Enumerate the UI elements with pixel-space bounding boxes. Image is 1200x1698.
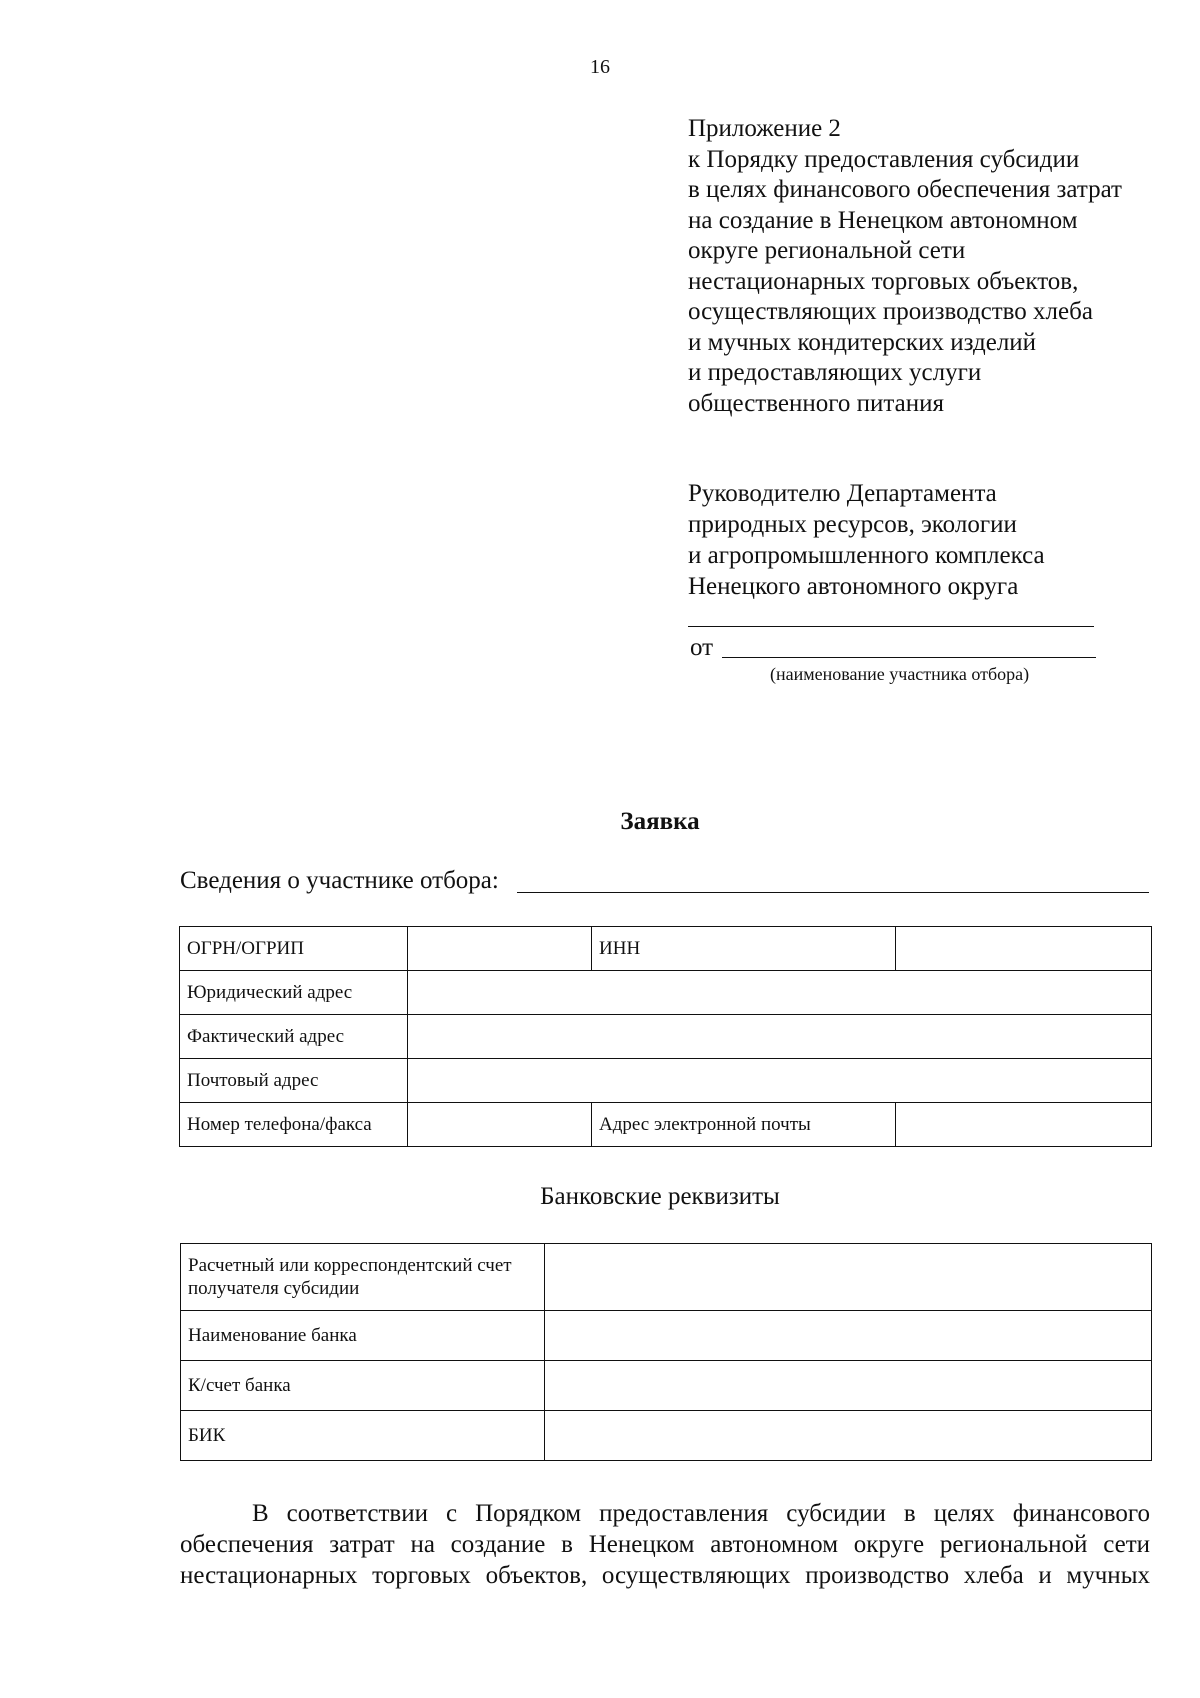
table-row <box>181 1411 1152 1461</box>
appendix-line: и предоставляющих услуги <box>688 359 982 386</box>
addressee-block <box>688 478 1168 602</box>
table-row <box>181 1311 1152 1361</box>
bank-name-field[interactable] <box>545 1311 1152 1361</box>
inn-label: ИНН <box>592 927 896 971</box>
addressee-blank-line[interactable] <box>688 626 1094 627</box>
participant-info-blank-line[interactable] <box>517 892 1149 893</box>
appendix-line: к Порядку предоставления субсидии <box>688 145 1080 173</box>
table-row <box>180 971 1152 1015</box>
participant-table <box>179 926 1152 1147</box>
email-label: Адрес электронной почты <box>592 1103 896 1147</box>
account-label: Расчетный или корреспондентский счет получателя субсидии <box>181 1244 545 1311</box>
appendix-line: в целях финансового обеспечения затрат <box>688 176 1122 203</box>
ogrn-label: ОГРН/ОГРИП <box>180 927 408 971</box>
document-title: Заявка <box>620 808 700 835</box>
body-line: нестационарных торговых объектов, осуществляющих производство хлеба и мучных <box>180 1562 1150 1589</box>
table-row <box>180 1059 1152 1103</box>
table-row <box>180 1015 1152 1059</box>
correspondent-account-label: К/счет банка <box>181 1361 545 1411</box>
ogrn-field[interactable] <box>408 927 592 971</box>
appendix-line: и мучных кондитерских изделий <box>688 328 1037 356</box>
table-row <box>180 927 1152 971</box>
legal-address-label: Юридический адрес <box>180 971 408 1015</box>
phone-label: Номер телефона/факса <box>180 1103 408 1147</box>
bik-field[interactable] <box>545 1411 1152 1461</box>
bank-details-heading: Банковские реквизиты <box>540 1183 780 1210</box>
email-field[interactable] <box>896 1103 1152 1147</box>
page-number: 16 <box>590 56 610 78</box>
table-row <box>181 1361 1152 1411</box>
addressee-line: природных ресурсов, экологии <box>688 511 1017 538</box>
addressee-line: Ненецкого автономного округа <box>688 573 1019 600</box>
table-row <box>181 1244 1152 1311</box>
appendix-line: Приложение 2 <box>688 115 841 142</box>
actual-address-label: Фактический адрес <box>180 1015 408 1059</box>
phone-field[interactable] <box>408 1103 592 1147</box>
body-line: обеспечения затрат на создание в Ненецком автономном округе региональной сети <box>180 1531 1150 1558</box>
appendix-header <box>688 114 1168 419</box>
from-label: от <box>690 634 714 661</box>
body-paragraph <box>180 1498 1150 1591</box>
addressee-line: Руководителю Департамента <box>688 480 997 507</box>
legal-address-field[interactable] <box>408 971 1152 1015</box>
inn-field[interactable] <box>896 927 1152 971</box>
correspondent-account-field[interactable] <box>545 1361 1152 1411</box>
addressee-line: и агропромышленного комплекса <box>688 542 1045 569</box>
actual-address-field[interactable] <box>408 1015 1152 1059</box>
participant-name-caption: (наименование участника отбора) <box>770 664 1030 684</box>
appendix-line: нестационарных торговых объектов, <box>688 267 1079 295</box>
appendix-line: округе региональной сети <box>688 237 966 264</box>
body-line: В соответствии с Порядком предоставления субсидии в целях финансового <box>252 1500 1150 1527</box>
table-row <box>180 1103 1152 1147</box>
postal-address-field[interactable] <box>408 1059 1152 1103</box>
bank-details-table <box>180 1243 1152 1461</box>
account-field[interactable] <box>545 1244 1152 1311</box>
appendix-line: общественного питания <box>688 389 944 417</box>
bank-name-label: Наименование банка <box>181 1311 545 1361</box>
participant-info-label: Сведения о участнике отбора: <box>180 867 499 894</box>
appendix-line: на создание в Ненецком автономном <box>688 206 1078 234</box>
bik-label: БИК <box>181 1411 545 1461</box>
appendix-line: осуществляющих производство хлеба <box>688 298 1093 325</box>
from-blank-line[interactable] <box>722 657 1096 658</box>
postal-address-label: Почтовый адрес <box>180 1059 408 1103</box>
